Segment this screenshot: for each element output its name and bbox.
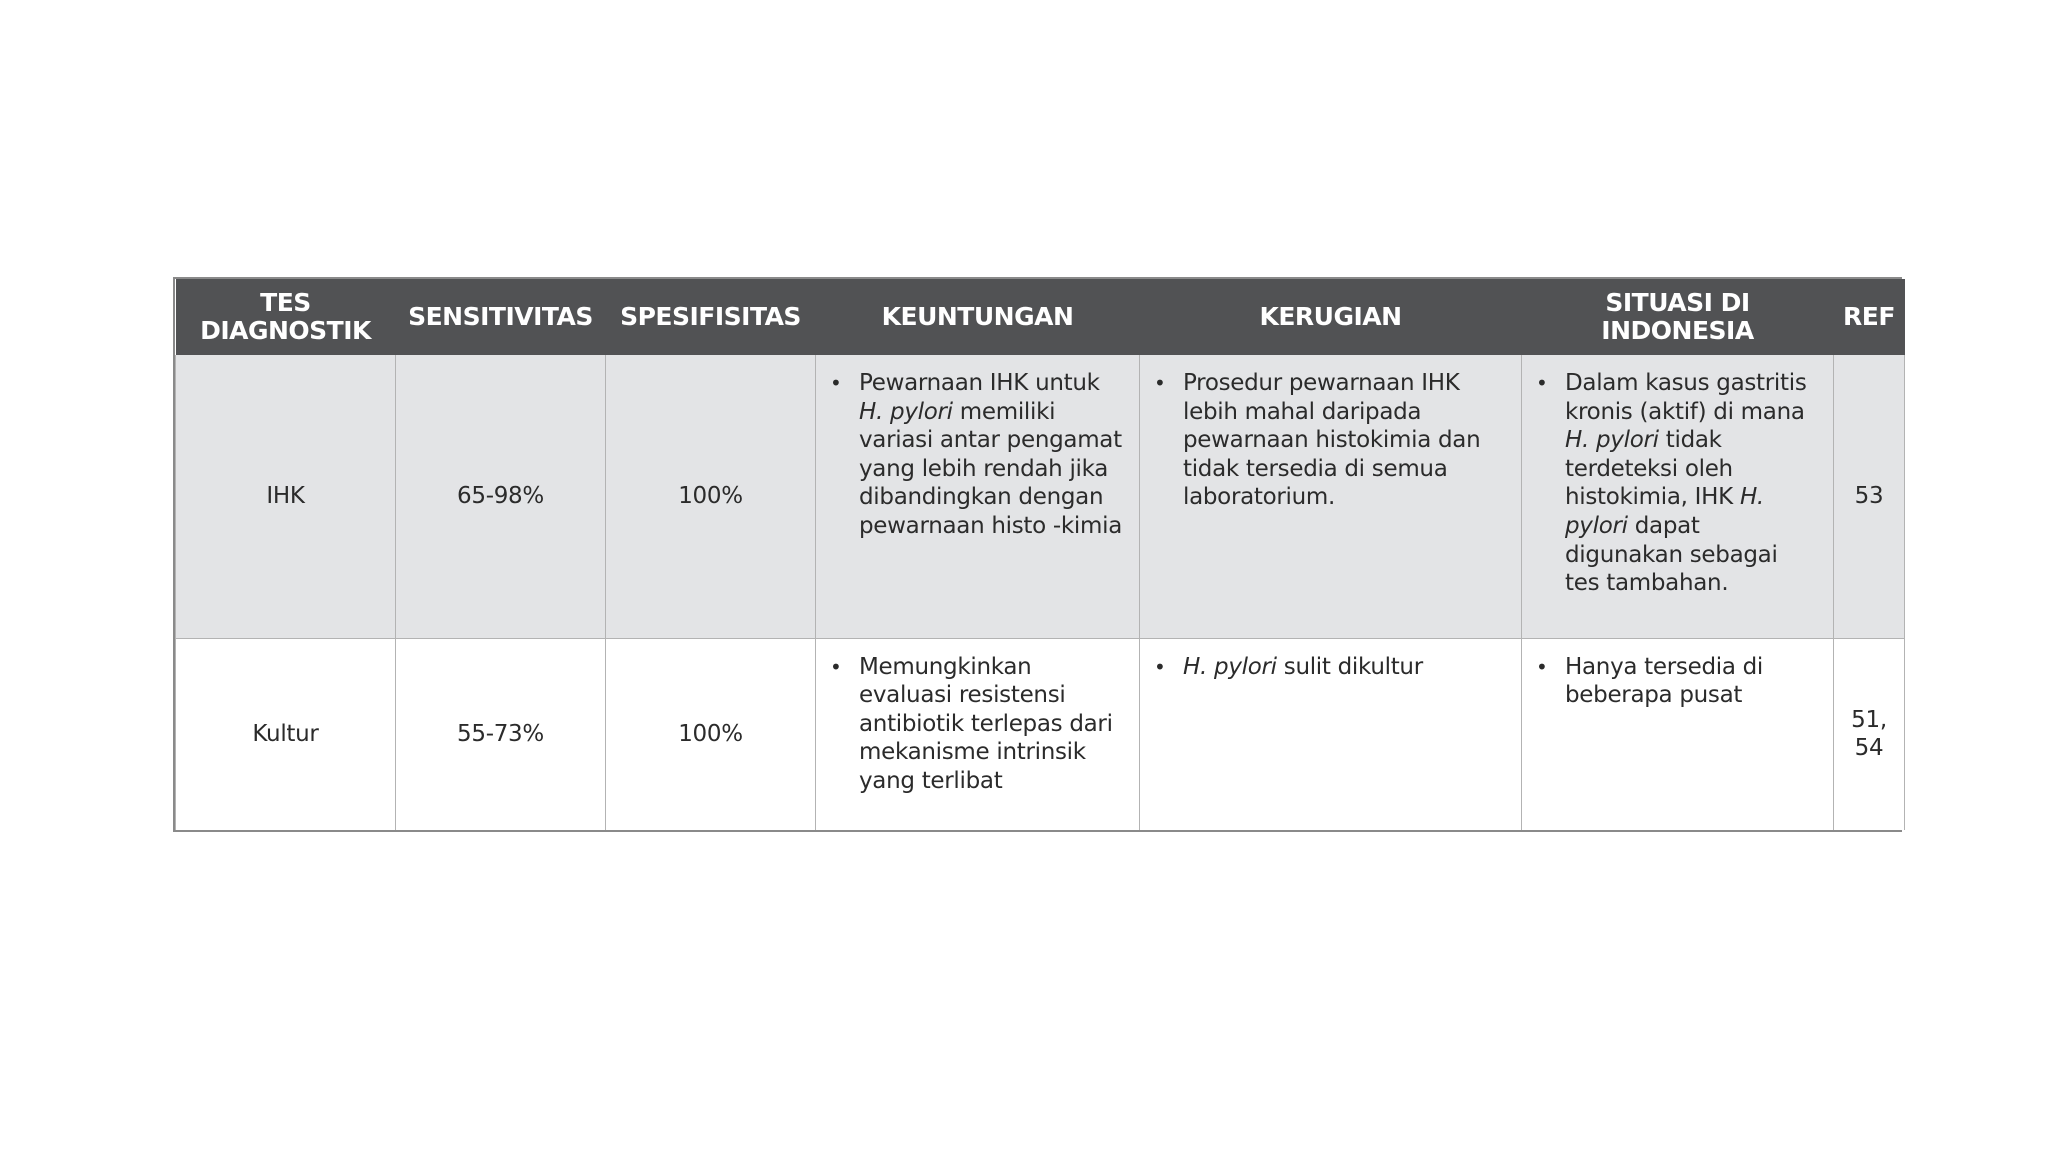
table [175, 279, 1905, 830]
bullet-icon: • [830, 371, 842, 395]
header-tes-line1: TES [260, 288, 311, 317]
cell-sensitivitas: 55-73% [396, 638, 606, 830]
bullet-icon: • [1536, 654, 1548, 679]
bullet-item: • Memungkinkan evaluasi resistensi antibiotik terlepas dari mekanisme intrinsik yang terlibat [830, 653, 1113, 794]
cell-kerugian [1140, 355, 1522, 638]
header-tes-diagnostik [176, 279, 396, 355]
cell-tes: Kultur [176, 638, 396, 830]
bullet-icon: • [830, 654, 842, 679]
header-situasi: SITUASI DI INDONESIA [1522, 279, 1834, 355]
table-row [176, 638, 1905, 830]
bullet-item: • Hanya tersedia di beberapa pusat [1536, 653, 1764, 709]
cell-spesifisitas: 100% [606, 355, 816, 638]
cell-situasi [1522, 638, 1834, 830]
header-tes-line2: DIAGNOSTIK [200, 316, 371, 345]
cell-ref: 51, 54 [1834, 638, 1905, 830]
header-keuntungan: KEUNTUNGAN [816, 279, 1140, 355]
cell-tes: IHK [176, 355, 396, 638]
cell-kerugian [1140, 638, 1522, 830]
header-kerugian: KERUGIAN [1140, 279, 1522, 355]
bullet-icon: • [1536, 371, 1548, 395]
bullet-item: • H. pylori sulit dikultur [1154, 653, 1423, 680]
diagnostic-test-table [173, 277, 1902, 832]
cell-sensitivitas: 65-98% [396, 355, 606, 638]
bullet-item: • Dalam kasus gastritis kronis (aktif) di mana H. pylori tidak terdeteksi oleh histokimia, IHK H. pylori dapat digunakan sebagai tes tambahan. [1536, 370, 1807, 597]
header-row [176, 279, 1905, 355]
header-ref: REF [1834, 279, 1905, 355]
bullet-icon: • [1154, 371, 1166, 395]
table-row [176, 355, 1905, 638]
bullet-item: • Prosedur pewarnaan IHK lebih mahal daripada pewarnaan histokimia dan tidak tersedia di semua laboratorium. [1154, 370, 1481, 511]
cell-ref: 53 [1834, 355, 1905, 638]
bullet-icon: • [1154, 654, 1166, 679]
header-spesifisitas: SPESIFISITAS [606, 279, 816, 355]
cell-keuntungan [816, 355, 1140, 638]
cell-keuntungan [816, 638, 1140, 830]
cell-spesifisitas: 100% [606, 638, 816, 830]
header-sensitivitas: SENSITIVITAS [396, 279, 606, 355]
bullet-item: • Pewarnaan IHK untuk H. pylori memiliki variasi antar pengamat yang lebih rendah jika dibandingkan dengan pewarnaan histo -kimia [830, 370, 1123, 539]
cell-situasi [1522, 355, 1834, 638]
